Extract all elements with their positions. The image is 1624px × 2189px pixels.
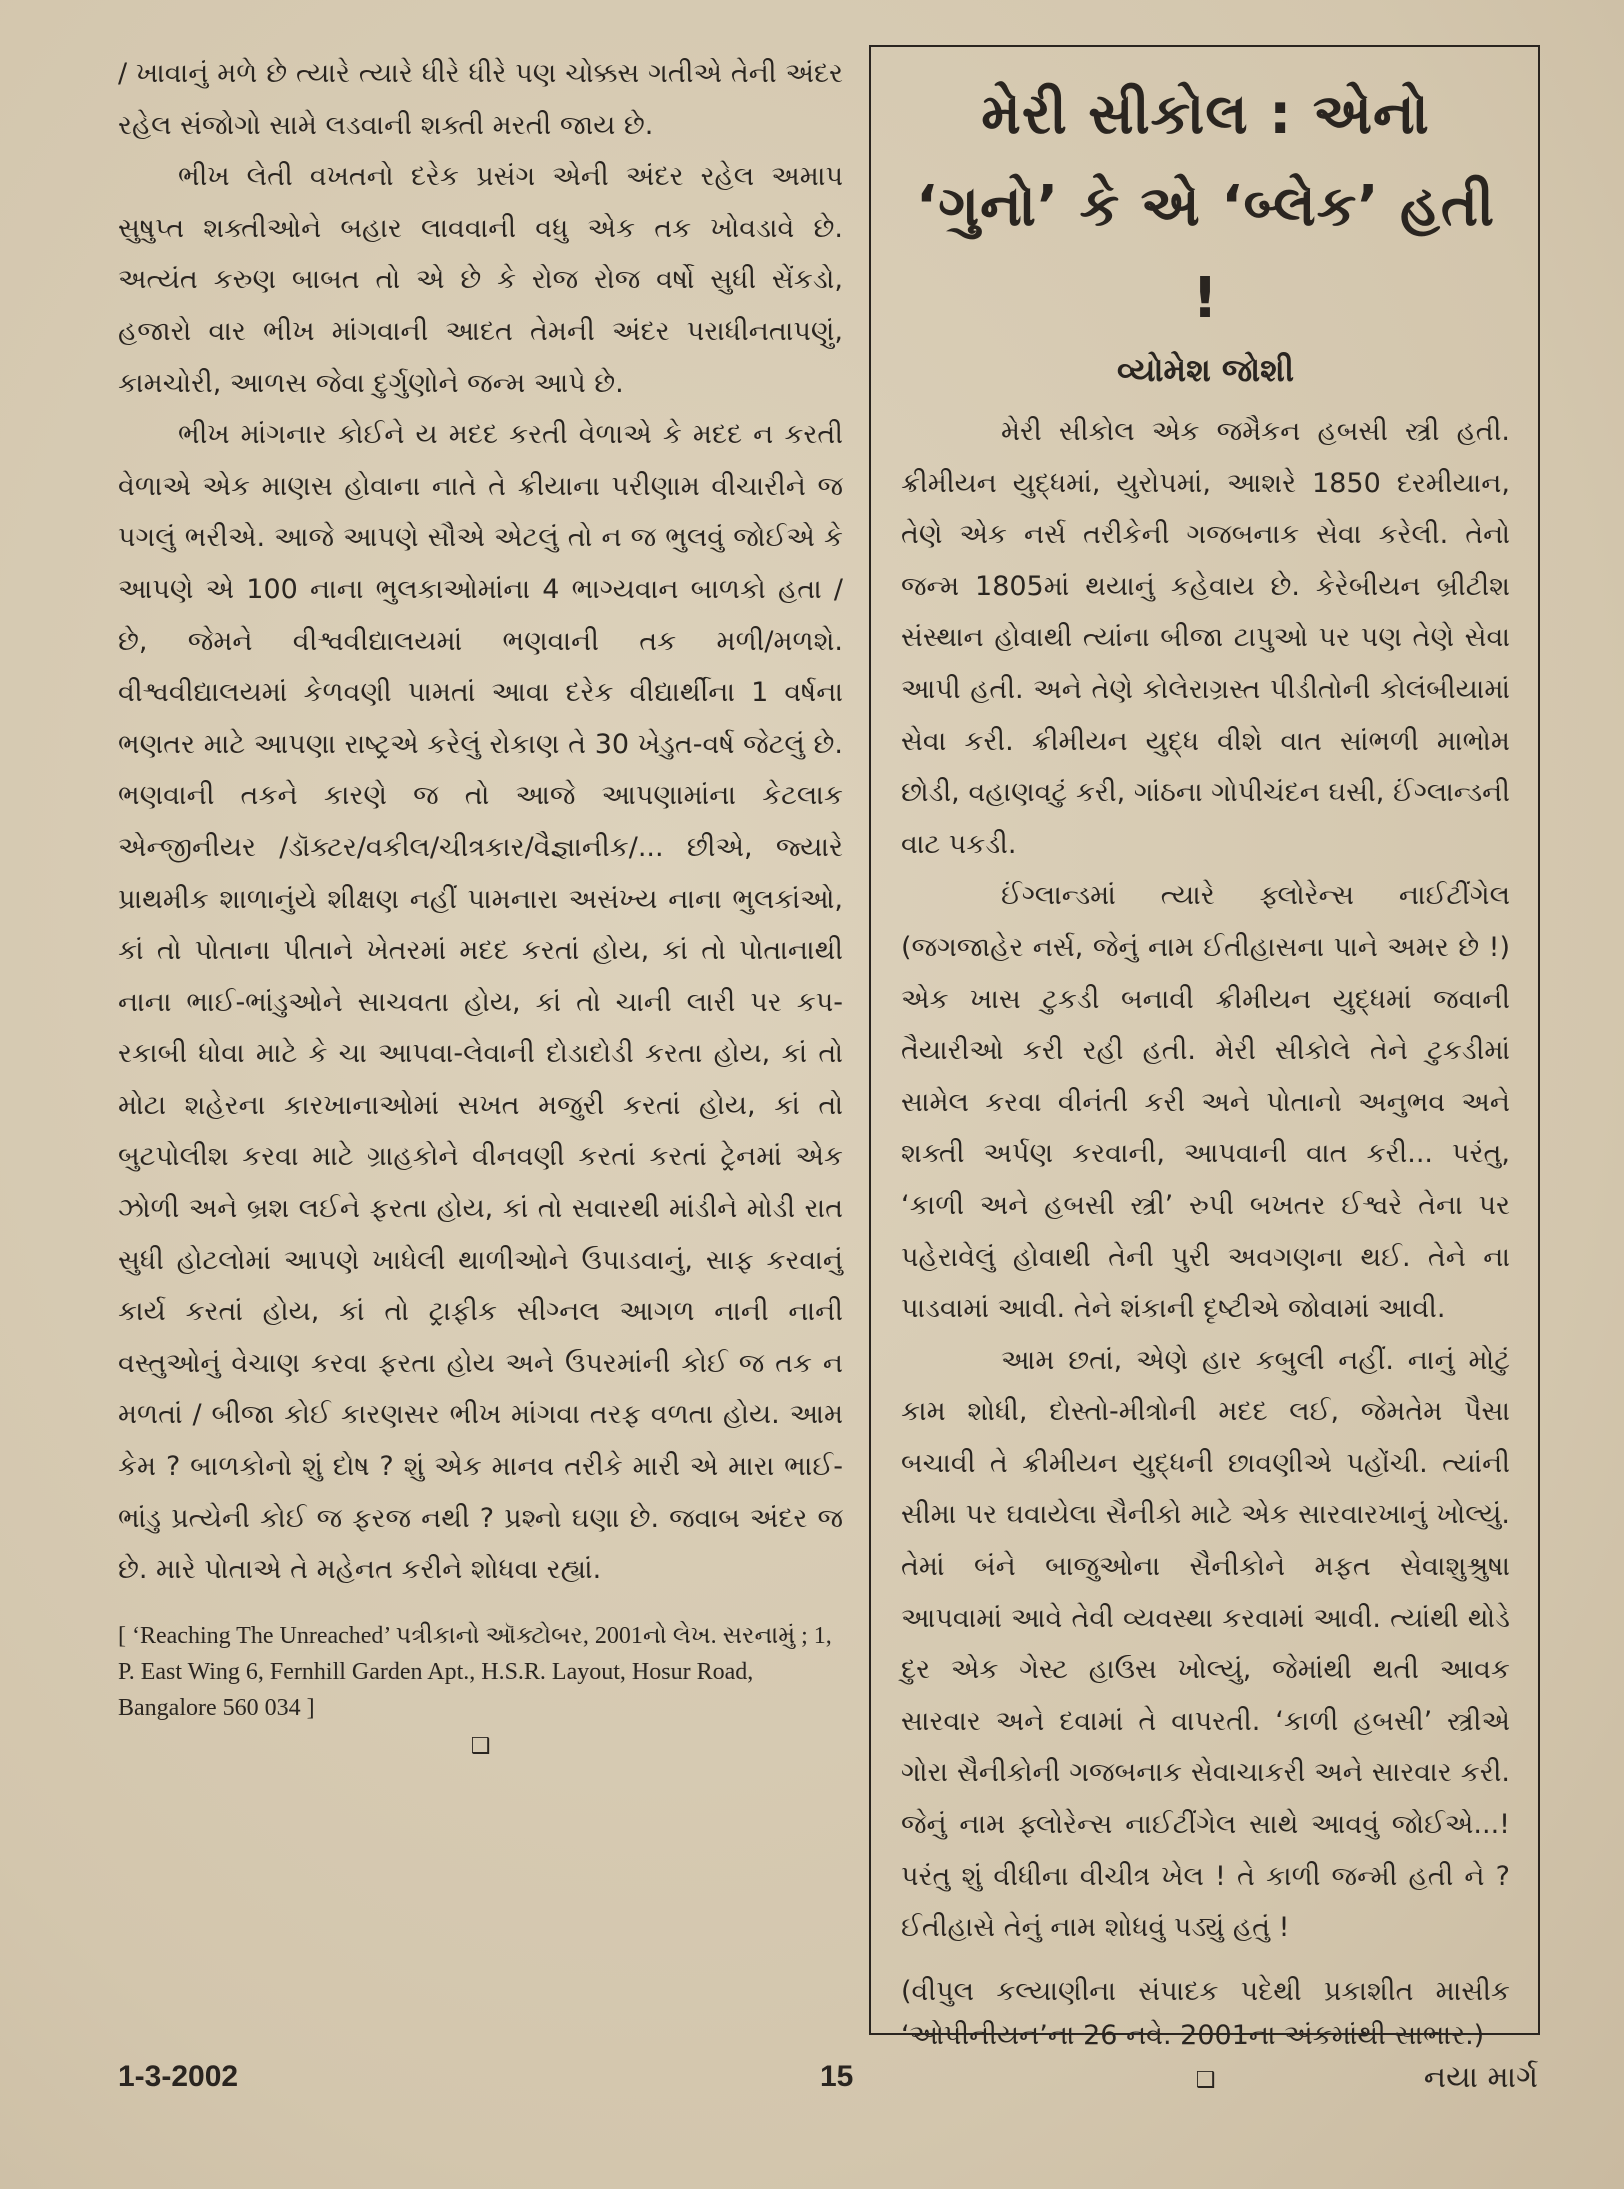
end-mark-icon: ❑: [470, 1733, 491, 1759]
article-author: વ્યોમેશ જોશી: [1117, 351, 1294, 389]
paragraph: મેરી સીકોલ એક જમૈકન હબસી સ્ત્રી હતી. ક્રીમીયન યુદ્ધમાં, યુરોપમાં, આશરે 1850 દરમીયાન, તેણે એક નર્સ તરીકેની ગજબનાક સેવા કરેલી. તેનો જન્મ 1805માં થયાનું કહેવાય છે. કેરેબીયન બ્રીટીશ સંસ્થાન હોવાથી ત્યાંના બીજા ટાપુઓ પર પણ તેણે સેવા આપી હતી. અને તેણે કોલેરાગ્રસ્ત પીડીતોની કોલંબીયામાં સેવા કરી. ક્રીમીયન યુદ્ધ વીશે વાત સાંભળી માભોમ છોડી, વહાણવટું કરી, ગાંઠના ગોપીચંદન ઘસી, ઈંગ્લાન્ડની વાટ પકડી.: [901, 416, 1510, 860]
article-title: મેરી સીકોલ : એનો ‘ગુનો’ કે એ ‘બ્લેક’ હતી !: [915, 82, 1496, 331]
reference-note: [ ‘Reaching The Unreached’ પત્રીકાનો ઑક્ટોબર, 2001નો લેખ. સરનામું ; 1, P. East Wing 6, Fernhill Garden Apt., H.S.R. Layout, Hosur Road, Bangalore 560 034 ]: [118, 1622, 832, 1721]
paragraph: ભીખ લેતી વખતનો દરેક પ્રસંગ એની અંદર રહેલ અમાપ સુષુપ્ત શક્તીઓને બહાર લાવવાની વધુ એક તક ખોવડાવે છે. અત્યંત કરુણ બાબત તો એ છે કે રોજ રોજ વર્ષો સુધી સેંકડો, હજારો વાર ભીખ માંગવાની આદત તેમની અંદર પરાધીનતાપણું, કામચોરી, આળસ જેવા દુર્ગુણોને જન્મ આપે છે.: [118, 161, 843, 399]
page-number: 15: [820, 2060, 854, 2093]
paragraph: / ખાવાનું મળે છે ત્યારે ત્યારે ધીરે ધીરે પણ ચોક્કસ ગતીએ તેની અંદર રહેલ સંજોગો સામે લડવાની શક્તી મરતી જાય છે.: [118, 58, 843, 141]
paragraph: ભીખ માંગનાર કોઈને ય મદદ કરતી વેળાએ કે મદદ ન કરતી વેળાએ એક માણસ હોવાના નાતે તે ક્રીયાના પરીણામ વીચારીને જ પગલું ભરીએ. આજે આપણે સૌએ એટલું તો ન જ ભુલવું જોઈએ કે આપણે એ 100 નાના ભુલકાઓમાંના 4 ભાગ્યવાન બાળકો હતા / છે, જેમને વીશ્વવીદ્યાલયમાં ભણવાની તક મળી/મળશે. વીશ્વવીદ્યાલયમાં કેળવણી પામતાં આવા દરેક વીદ્યાર્થીના 1 વર્ષના ભણતર માટે આપણા રાષ્ટ્રએ કરેલું રોકાણ તે 30 ખેડુત-વર્ષ જેટલું છે. ભણવાની તકને કારણે જ તો આજે આપણામાંના કેટલાક એન્જીનીયર /ડૉક્ટર/વકીલ/ચીત્રકાર/વૈજ્ઞાનીક/... છીએ, જ્યારે પ્રાથમીક શાળાનુંયે શીક્ષણ નહીં પામનારા અસંખ્ય નાના ભુલકાંઓ, કાં તો પોતાના પીતાને ખેતરમાં મદદ કરતાં હોય, કાં તો પોતાનાથી નાના ભાઈ-ભાંડુઓને સાચવતા હોય, કાં તો ચાની લારી પર કપ-રકાબી ધોવા માટે કે ચા આપવા-લેવાની દોડાદોડી કરતા હોય, કાં તો મોટા શહેરના કારખાનાઓમાં સખત મજુરી કરતાં હોય, કાં તો બુટપોલીશ કરવા માટે ગ્રાહકોને વીનવણી કરતાં કરતાં ટ્રેનમાં એક ઝોળી અને બ્રશ લઈને ફરતા હોય, કાં તો સવારથી માંડીને મોડી રાત સુધી હોટલોમાં આપણે ખાધેલી થાળીઓને ઉપાડવાનું, સાફ કરવાનું કાર્ય કરતાં હોય, કાં તો ટ્રાફીક સીગ્નલ આગળ નાની નાની વસ્તુઓનું વેચાણ કરવા ફરતા હોય અને ઉપરમાંની કોઈ જ તક ન મળતાં / બીજા કોઈ કારણસર ભીખ માંગવા તરફ વળતા હોય. આમ કેમ ? બાળકોનો શું દોષ ? શું એક માનવ તરીકે મારી એ મારા ભાઈ-ભાંડુ પ્રત્યેની કોઈ જ ફરજ નથી ? પ્રશ્નો ઘણા છે. જવાબ અંદર જ છે. મારે પોતાએ તે મહેનત કરીને શોધવા રહ્યાં.: [118, 419, 843, 1586]
source-note: (વીપુલ કલ્યાણીના સંપાદક પદેથી પ્રકાશીત માસીક ‘ઓપીનીયન’ના 26 નવે. 2001ના અંકમાંથી સાભાર.): [901, 1975, 1510, 2051]
end-mark-icon: ❑: [1195, 2067, 1216, 2093]
paragraph: આમ છતાં, એણે હાર કબુલી નહીં. નાનું મોટું કામ શોધી, દોસ્તો-મીત્રોની મદદ લઈ, જેમતેમ પૈસા બચાવી તે ક્રીમીયન યુદ્ધની છાવણીએ પહોંચી. ત્યાંની સીમા પર ઘવાયેલા સૈનીકો માટે એક સારવારખાનું ખોલ્યું. તેમાં બંને બાજુઓના સૈનીકોને મફત સેવાશુશ્રુષા આપવામાં આવે તેવી વ્યવસ્થા કરવામાં આવી. ત્યાંથી થોડે દુર એક ગેસ્ટ હાઉસ ખોલ્યું, જેમાંથી થતી આવક સારવાર અને દવામાં તે વાપરતી. ‘કાળી હબસી’ સ્ત્રીએ ગોરા સૈનીકોની ગજબનાક સેવાચાકરી અને સારવાર કરી. જેનું નામ ફ્લોરેન્સ નાઈટીંગેલ સાથે આવવું જોઈએ...! પરંતુ શું વીધીના વીચીત્ર ખેલ ! તે કાળી જન્મી હતી ને ? ઈતીહાસે તેનું નામ શોધવું પડ્યું હતું !: [901, 1344, 1510, 1944]
page-footer: [118, 2060, 1538, 2120]
left-column: [118, 48, 843, 1762]
paragraph: ઈંગ્લાન્ડમાં ત્યારે ફ્લોરેન્સ નાઈટીંગેલ (જગજાહેર નર્સ, જેનું નામ ઈતીહાસના પાને અમર છે !) એક ખાસ ટુકડી બનાવી ક્રીમીયન યુદ્ધમાં જવાની તૈયારીઓ કરી રહી હતી. મેરી સીકોલે તેને ટુકડીમાં સામેલ કરવા વીનંતી કરી અને પોતાનો અનુભવ અને શક્તી અર્પણ કરવાની, આપવાની વાત કરી... પરંતુ, ‘કાળી અને હબસી સ્ત્રી’ રુપી બખતર ઈશ્વરે તેના પર પહેરાવેલું હોવાથી તેની પુરી અવગણના થઈ. તેને ના પાડવામાં આવી. તેને શંકાની દૃષ્ટીએ જોવામાં આવી.: [901, 880, 1510, 1325]
magazine-name: નયા માર્ગ: [1423, 2060, 1538, 2095]
issue-date: 1-3-2002: [118, 2060, 239, 2093]
